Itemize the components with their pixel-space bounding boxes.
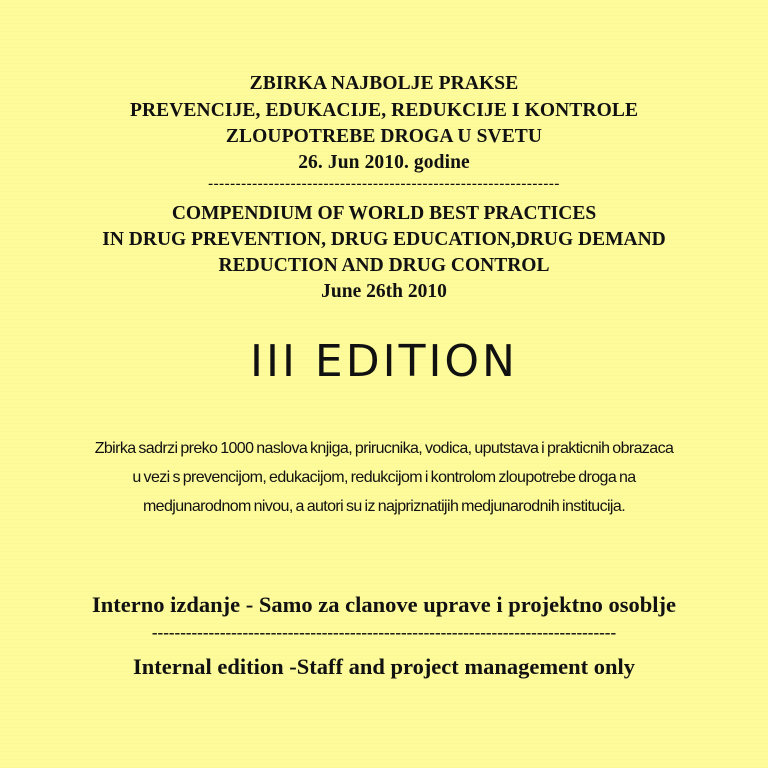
serbian-title-line-2: PREVENCIJE, EDUKACIJE, REDUKCIJE I KONTROLE bbox=[129, 100, 639, 121]
serbian-date: 26. Jun 2010. godine bbox=[298, 152, 470, 173]
english-title-line-2: IN DRUG PREVENTION, DRUG EDUCATION,DRUG DEMAND bbox=[102, 229, 666, 250]
footer-separator: ---------------------------------------------------------------------------------- bbox=[151, 623, 617, 642]
serbian-title-line-3: ZLOUPOTREBE DROGA U SVETU bbox=[225, 126, 543, 147]
internal-notice-english: Internal edition -Staff and project management only bbox=[132, 654, 636, 679]
description-line-1: Zbirka sadrzi preko 1000 naslova knjiga, prirucnika, vodica, uputstava i prakticnih obrazaca bbox=[94, 440, 674, 457]
english-date: June 26th 2010 bbox=[321, 281, 447, 302]
description-line-3: medjunarodnom nivou, a autori su iz najpriznatijih medjunarodnih institucija. bbox=[142, 498, 626, 515]
serbian-title-line-1: ZBIRKA NAJBOLJE PRAKSE bbox=[249, 73, 519, 94]
description-line-2: u vezi s prevencijom, edukacijom, redukcijom i kontrolom zloupotrebe droga na bbox=[132, 469, 636, 486]
top-separator: ---------------------------------------------------------------- bbox=[208, 176, 560, 192]
edition-title: III EDITION bbox=[250, 336, 518, 387]
english-title-line-1: COMPENDIUM OF WORLD BEST PRACTICES bbox=[171, 203, 597, 224]
internal-notice-serbian: Interno izdanje - Samo za clanove uprave i projektno osoblje bbox=[92, 592, 676, 617]
english-title-line-3: REDUCTION AND DRUG CONTROL bbox=[218, 255, 550, 276]
